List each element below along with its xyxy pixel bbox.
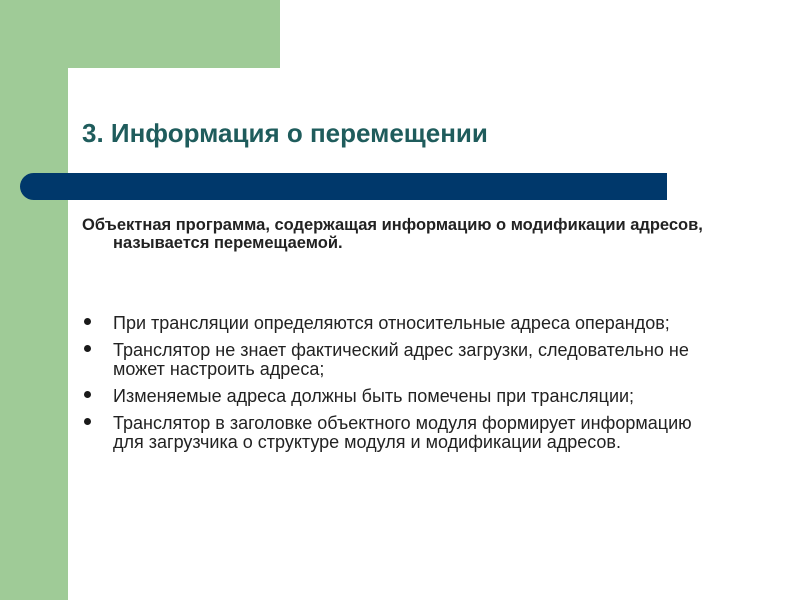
title-underline-bar [20,173,667,200]
slide-title: 3. Информация о перемещении [82,118,488,148]
list-item [82,387,702,406]
bullet-list [82,314,702,460]
bullet-dot-icon [84,418,91,425]
list-item-text: Изменяемые адреса должны быть помечены при трансляции; [113,386,635,406]
list-item [82,341,702,379]
bullet-dot-icon [84,318,91,325]
list-item [82,314,702,333]
decor-green-left-band [0,0,68,600]
list-item-text: Транслятор в заголовке объектного модуля формирует информацию для загрузчика о структуре модуля и модификации адресов. [113,413,692,452]
list-item-text: Транслятор не знает фактический адрес загрузки, следовательно не может настроить адреса; [113,340,689,379]
list-item [82,414,702,452]
bullet-dot-icon [84,391,91,398]
decor-green-top-band [0,0,280,68]
bullet-dot-icon [84,345,91,352]
list-item-text: При трансляции определяются относительные адреса операндов; [113,313,670,333]
intro-paragraph: Объектная программа, содержащая информацию о модификации адресов, называется перемещаемой. [82,216,703,252]
